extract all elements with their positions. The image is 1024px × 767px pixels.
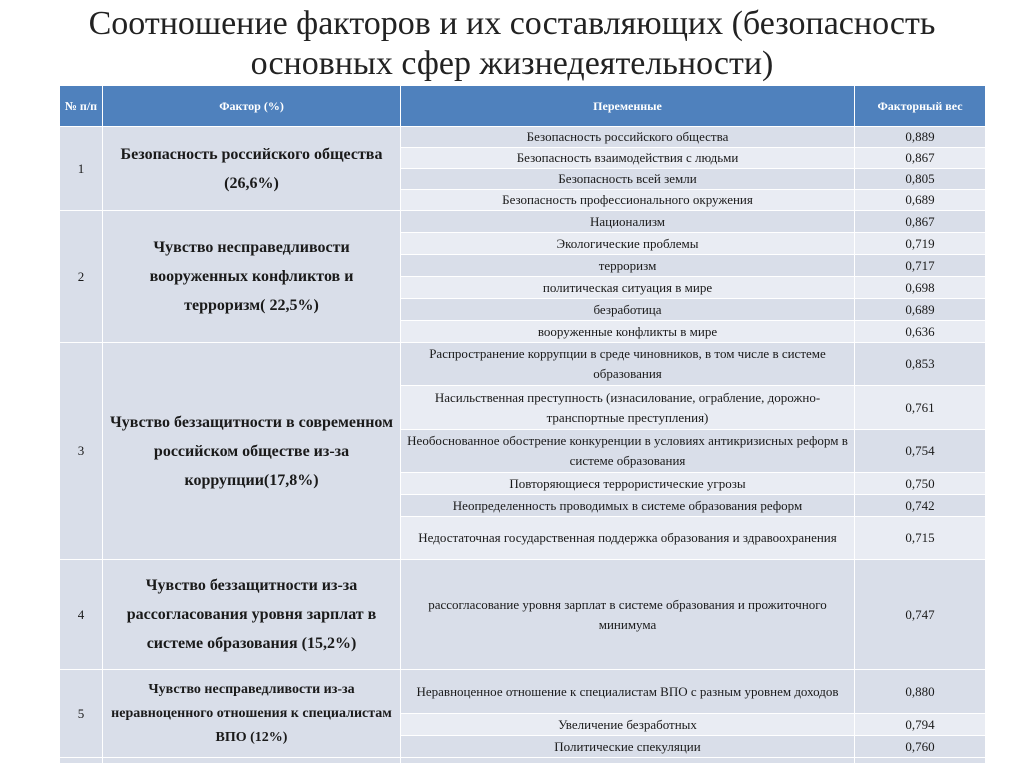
variable-cell: Необоснованное обострение конкуренции в условиях антикризисных реформ в системе образования [401,430,855,473]
variable-cell: рассогласование уровня зарплат в системе образования и прожиточного минимума [401,560,855,670]
header-weight: Факторный вес [855,86,986,127]
variable-cell: вооруженные конфликты в мире [401,321,855,343]
variable-cell: Насильственная преступность (изнасилование, ограбление, дорожно-транспортные преступления) [401,386,855,430]
variable-cell: Экологические проблемы [401,233,855,255]
variable-cell: Политические спекуляции [401,736,855,758]
group-factor: Безопасность российского общества (26,6%) [103,127,401,211]
group-num: 1 [60,127,103,211]
variable-cell: Неопределенность проводимых в системе образования реформ [401,495,855,517]
weight-cell: 0,719 [855,233,986,255]
weight-cell: 0,794 [855,714,986,736]
weight-cell: 0,747 [855,560,986,670]
weight-cell: 0,689 [855,299,986,321]
weight-cell: 0,760 [855,736,986,758]
variable-cell: Увеличение безработных [401,714,855,736]
variable-cell: Недостаточная государственная поддержка образования и здравоохранения [401,517,855,560]
variable-cell: Неравноценное отношение к специалистам ВПО с разным уровнем доходов [401,670,855,714]
weight-cell: 0,698 [855,277,986,299]
variable-cell: Распространение коррупции в среде чиновников, в том числе в системе образования [401,343,855,386]
weight-cell: 0,761 [855,386,986,430]
variable-cell: Повторяющиеся террористические угрозы [401,473,855,495]
clipped-cell [855,758,986,764]
table-row [60,343,986,386]
weight-cell: 0,853 [855,343,986,386]
weight-cell: 0,715 [855,517,986,560]
table-row [60,127,986,148]
clipped-cell [103,758,401,764]
variable-cell: Национализм [401,211,855,233]
table-row-clipped [60,758,986,764]
weight-cell: 0,689 [855,190,986,211]
factors-table [59,85,986,764]
weight-cell: 0,867 [855,211,986,233]
weight-cell: 0,750 [855,473,986,495]
slide-title: Соотношение факторов и их составляющих (безопасность основных сфер жизнедеятельности) [88,5,936,82]
weight-cell: 0,805 [855,169,986,190]
variable-cell: Безопасность всей земли [401,169,855,190]
group-factor: Чувство беззащитности из-за рассогласования уровня зарплат в системе образования (15,2%) [103,560,401,670]
table-row [60,670,986,714]
group-factor: Чувство несправедливости вооруженных конфликтов и терроризм( 22,5%) [103,211,401,343]
weight-cell: 0,889 [855,127,986,148]
clipped-cell [401,758,855,764]
variable-cell: политическая ситуация в мире [401,277,855,299]
weight-cell: 0,754 [855,430,986,473]
group-num: 4 [60,560,103,670]
group-num: 3 [60,343,103,560]
clipped-cell [60,758,103,764]
header-factor: Фактор (%) [103,86,401,127]
weight-cell: 0,636 [855,321,986,343]
group-num: 5 [60,670,103,758]
group-factor: Чувство беззащитности в современном российском обществе из-за коррупции(17,8%) [103,343,401,560]
variable-cell: безработица [401,299,855,321]
weight-cell: 0,880 [855,670,986,714]
variable-cell: Безопасность взаимодействия с людьми [401,148,855,169]
weight-cell: 0,742 [855,495,986,517]
header-num: № п/п [60,86,103,127]
table-row [60,560,986,670]
variable-cell: Безопасность профессионального окружения [401,190,855,211]
table-row [60,211,986,233]
weight-cell: 0,867 [855,148,986,169]
variable-cell: Безопасность российского общества [401,127,855,148]
header-row [60,86,986,127]
group-num: 2 [60,211,103,343]
weight-cell: 0,717 [855,255,986,277]
header-variables: Переменные [401,86,855,127]
variable-cell: терроризм [401,255,855,277]
group-factor: Чувство несправедливости из-за неравноценного отношения к специалистам ВПО (12%) [103,670,401,758]
